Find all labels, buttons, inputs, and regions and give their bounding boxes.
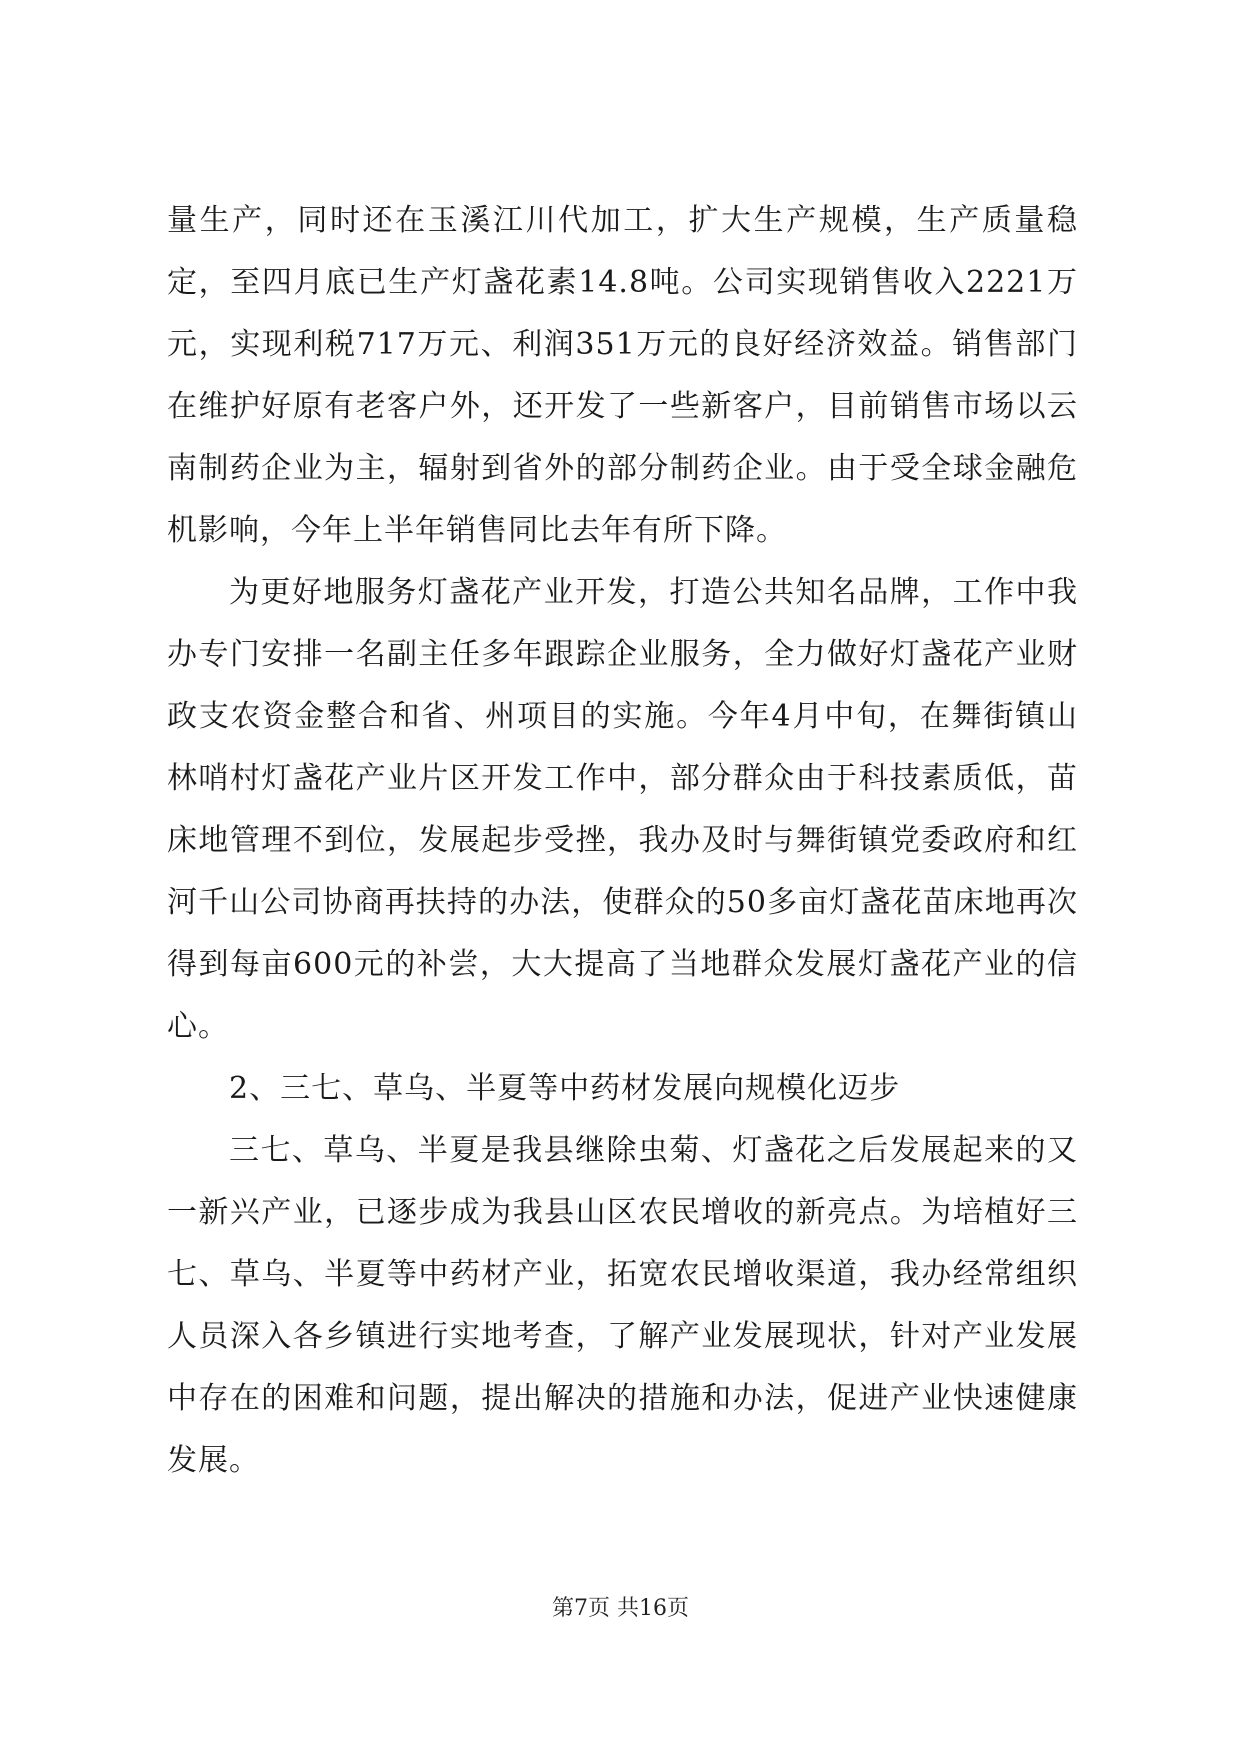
- paragraph-service: 为更好地服务灯盏花产业开发，打造公共知名品牌，工作中我办专门安排一名副主任多年跟踪企业服务，全力做好灯盏花产业财政支农资金整合和省、州项目的实施。今年4月中旬，在舞街镇山林哨村灯盏花产业片区开发工作中，部分群众由于科技素质低，苗床地管理不到位，发展起步受挫，我办及时与舞街镇党委政府和红河千山公司协商再扶持的办法，使群众的50多亩灯盏花苗床地再次得到每亩600元的补尝，大大提高了当地群众发展灯盏花产业的信心。: [167, 575, 1078, 1044]
- page-number-footer: 第7页 共16页: [552, 1596, 689, 1621]
- section-heading: 2、三七、草乌、半夏等中药材发展向规模化迈步: [229, 1071, 901, 1106]
- paragraph-continuation: 量生产，同时还在玉溪江川代加工，扩大生产规模，生产质量稳定，至四月底已生产灯盏花素14.8吨。公司实现销售收入2221万元，实现利税717万元、利润351万元的良好经济效益。销售部门在维护好原有老客户外，还开发了一些新客户，目前销售市场以云南制药企业为主，辐射到省外的部分制药企业。由于受全球金融危机影响，今年上半年销售同比去年有所下降。: [167, 203, 1078, 548]
- document-body: [167, 190, 1078, 1492]
- paragraph-herbs: 三七、草乌、半夏是我县继除虫菊、灯盏花之后发展起来的又一新兴产业，已逐步成为我县山区农民增收的新亮点。为培植好三七、草乌、半夏等中药材产业，拓宽农民增收渠道，我办经常组织人员深入各乡镇进行实地考查，了解产业发展现状，针对产业发展中存在的困难和问题，提出解决的措施和办法，促进产业快速健康发展。: [167, 1133, 1078, 1478]
